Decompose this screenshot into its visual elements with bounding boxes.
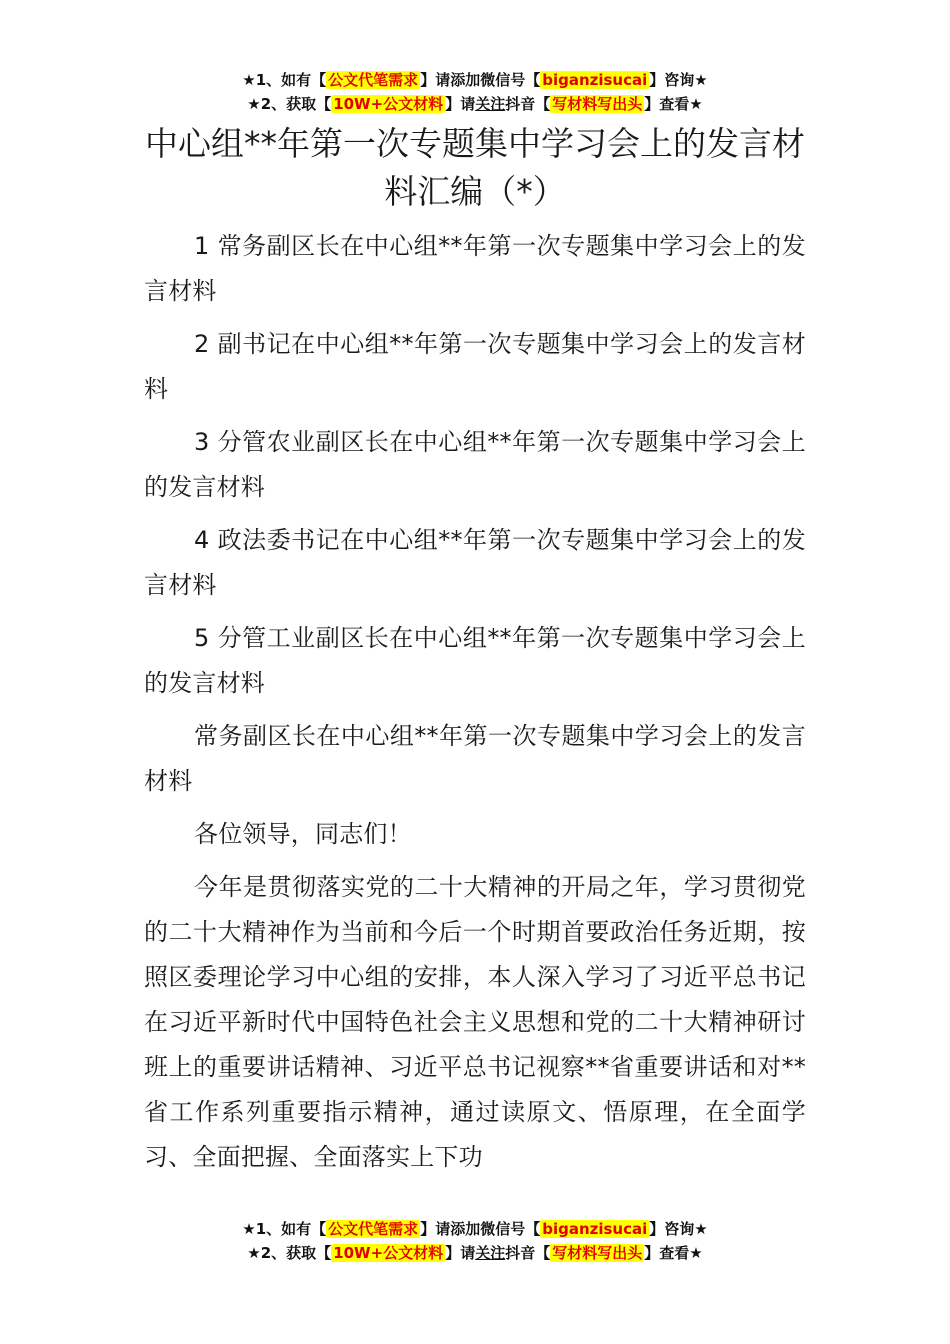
promo-highlight: biganzisucai [542,71,648,89]
promo-line-1: ★1、如有【 公文代笔需求 】请添加微信号【 biganzisucai 】咨询★ [242,71,708,89]
promo-highlight: 公文代笔需求 [328,1220,419,1238]
document-title: 中心组**年第一次专题集中学习会上的发言材料汇编（*） [145,124,805,211]
toc-item-1: 1 常务副区长在中心组**年第一次专题集中学习会上的发言材料 [144,232,806,305]
toc-item-3: 3 分管农业副区长在中心组**年第一次专题集中学习会上的发言材料 [144,428,806,501]
section-title: 常务副区长在中心组**年第一次专题集中学习会上的发言材料 [144,722,806,795]
promo-highlight: 公文代笔需求 [328,71,419,89]
toc-item-4: 4 政法委书记在中心组**年第一次专题集中学习会上的发言材料 [144,526,806,599]
toc-item-2: 2 副书记在中心组**年第一次专题集中学习会上的发言材料 [144,330,806,403]
body-paragraph: 今年是贯彻落实党的二十大精神的开局之年，学习贯彻党的二十大精神作为当前和今后一个时期首要政治任务近期，按照区委理论学习中心组的安排，本人深入学习了习近平总书记在习近平新时代中国特色社会主义思想和党的二十大精神研讨班上的重要讲话精神、习近平总书记视察**省重要讲话和对**省工作系列重要指示精神，通过读原文、悟原理，在全面学习、全面把握、全面落实上下功 [144,873,806,1171]
toc-item-5: 5 分管工业副区长在中心组**年第一次专题集中学习会上的发言材料 [144,624,806,697]
promo-banner-top [0,68,950,116]
promo-banner-bottom [0,1217,950,1265]
promo-highlight: 10W+公文材料 [333,1244,444,1262]
promo-line-2: ★2、获取【 10W+公文材料 】请关注抖音【 写材料写出头 】查看★ [247,95,703,113]
promo-highlight: 写材料写出头 [552,1244,643,1262]
promo-line-1: ★1、如有【 公文代笔需求 】请添加微信号【 biganzisucai 】咨询★ [242,1220,708,1238]
promo-highlight: 10W+公文材料 [333,95,444,113]
document-body [144,224,806,1180]
promo-highlight: 写材料写出头 [552,95,643,113]
promo-line-2: ★2、获取【 10W+公文材料 】请关注抖音【 写材料写出头 】查看★ [247,1244,703,1262]
greeting: 各位领导，同志们！ [194,820,412,848]
promo-highlight: biganzisucai [542,1220,648,1238]
